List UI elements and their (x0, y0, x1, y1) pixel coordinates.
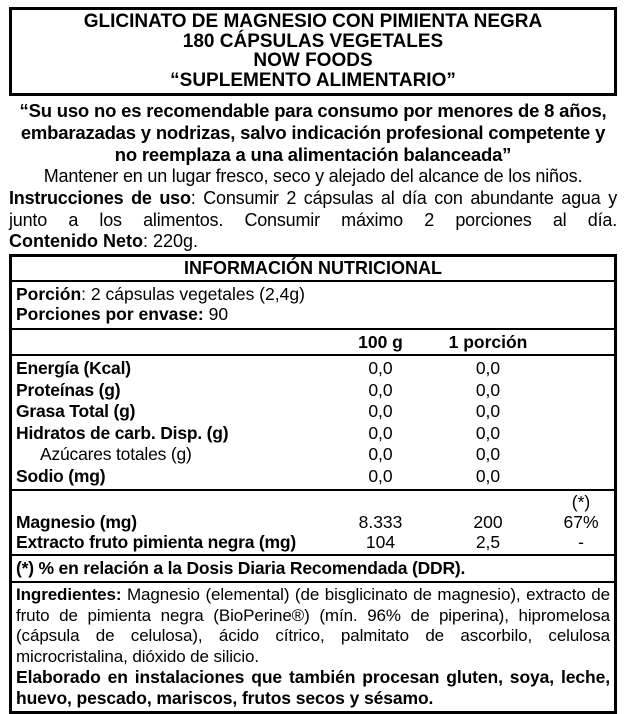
value-ddr-empty (548, 401, 614, 423)
value-ddr-empty (548, 358, 614, 380)
value-portion: 0,0 (475, 358, 501, 378)
value-portion: 200 (473, 512, 503, 532)
mineral-label: Magnesio (mg) (16, 512, 137, 532)
value-portion: 0,0 (475, 444, 501, 464)
usage-instructions (9, 187, 617, 231)
nutrient-rows (12, 356, 614, 491)
portion-line (16, 284, 610, 304)
nutrition-facts-table (9, 254, 617, 714)
ddr-marker: (*) (571, 492, 591, 512)
nutrient-row-protein (12, 380, 614, 402)
value-portion: 2,5 (475, 532, 501, 552)
usage-instructions-text: : Consumir 2 cápsulas al día con abundante agua y junto a los alimentos. Consumir máximo 2 porciones al día. (9, 188, 618, 230)
value-100g: 0,0 (368, 379, 393, 400)
nutrient-row-sugars (12, 444, 614, 466)
value-100g: 0,0 (368, 465, 393, 486)
storage-instructions: Mantener en un lugar fresco, seco y alejado del alcance de los niños. (43, 166, 583, 186)
nutrient-label: Energía (Kcal) (16, 358, 131, 378)
portion-label: Porción (16, 284, 82, 304)
allergen-note: Elaborado en instalaciones que también procesan gluten, soya, leche, huevo, pescado, mariscos, frutos secos y sésamo. (16, 667, 610, 708)
servings-value: 90 (203, 304, 229, 324)
ingredients-label: Ingredientes: (16, 585, 122, 604)
nutrient-label: Sodio (mg) (16, 465, 106, 486)
mineral-label: Extracto fruto pimienta negra (mg) (16, 532, 297, 552)
ddr-marker-row (12, 492, 614, 512)
column-header-ddr-spacer (548, 332, 614, 352)
nutrient-row-energy (12, 358, 614, 380)
nutrient-row-fat (12, 401, 614, 423)
value-ddr-empty (548, 444, 614, 466)
value-100g: 8.333 (358, 512, 403, 532)
brand-name: NOW FOODS (253, 50, 373, 71)
value-portion: 0,0 (475, 401, 501, 421)
portion-value: : 2 cápsulas vegetales (2,4g) (81, 284, 305, 304)
nutrient-label: Grasa Total (g) (16, 401, 136, 421)
value-ddr-empty (548, 423, 614, 445)
value-portion: 0,0 (475, 379, 501, 400)
value-ddr: 67% (563, 512, 599, 532)
usage-warning: “Su uso no es recomendable para consumo por menores de 8 años, embarazadas y nodrizas, salvo indicación profesional competente y no reemplaza a una alimentación balanceada” (19, 100, 607, 165)
column-header-portion: 1 porción (448, 332, 528, 352)
value-ddr-empty (548, 380, 614, 402)
net-content-label: Contenido Neto (9, 231, 143, 251)
servings-line (16, 304, 610, 324)
mineral-row-magnesium (12, 512, 614, 532)
value-100g: 0,0 (368, 401, 393, 421)
mineral-row-black-pepper-extract (12, 532, 614, 552)
ddr-note: (*) % en relación a la Dosis Diaria Recomendada (DDR). (12, 556, 614, 583)
value-ddr: - (578, 532, 584, 552)
ingredients-text: Magnesio (elemental) (de bisglicinato de magnesio), extracto de fruto de pimienta negra (BioPerine®) (mín. 96% de piperina), hipromelosa (cápsula de celulosa), ácido cítrico, palmitato de ascorbilo, celulosa microcristalina, dióxido de silicio. (16, 585, 610, 666)
column-header-100g: 100 g (358, 332, 403, 352)
nutrient-label: Proteínas (g) (16, 379, 121, 400)
mineral-rows (12, 491, 614, 556)
net-content-value: : 220g. (142, 231, 199, 251)
product-category: “SUPLEMENTO ALIMENTARIO” (170, 69, 456, 91)
product-name: GLICINATO DE MAGNESIO CON PIMIENTA NEGRA (83, 11, 543, 32)
servings-label: Porciones por envase: (16, 304, 204, 324)
portion-section (12, 282, 614, 330)
value-portion: 0,0 (475, 465, 501, 486)
value-portion: 0,0 (475, 422, 501, 443)
value-ddr-empty (548, 466, 614, 488)
value-100g: 104 (365, 532, 396, 552)
product-title-box (9, 7, 617, 96)
net-content (9, 231, 617, 252)
nutrient-label: Azúcares totales (g) (40, 444, 192, 464)
value-100g: 0,0 (368, 358, 393, 378)
ddr-marker-spacer (428, 492, 548, 512)
nutrient-row-sodium (12, 466, 614, 488)
nutrient-row-carbs (12, 423, 614, 445)
ddr-marker-spacer (333, 492, 428, 512)
value-100g: 0,0 (368, 444, 393, 464)
ingredients (12, 583, 614, 667)
usage-instructions-label: Instrucciones de uso (9, 188, 191, 208)
product-capsule-count: 180 CÁPSULAS VEGETALES (182, 30, 444, 52)
nutrition-table-title: INFORMACIÓN NUTRICIONAL (12, 257, 614, 282)
ddr-marker-spacer (12, 492, 333, 512)
column-header-row (12, 330, 614, 356)
column-header-spacer (12, 332, 333, 352)
nutrient-label: Hidratos de carb. Disp. (g) (16, 422, 229, 443)
value-100g: 0,0 (368, 422, 393, 443)
